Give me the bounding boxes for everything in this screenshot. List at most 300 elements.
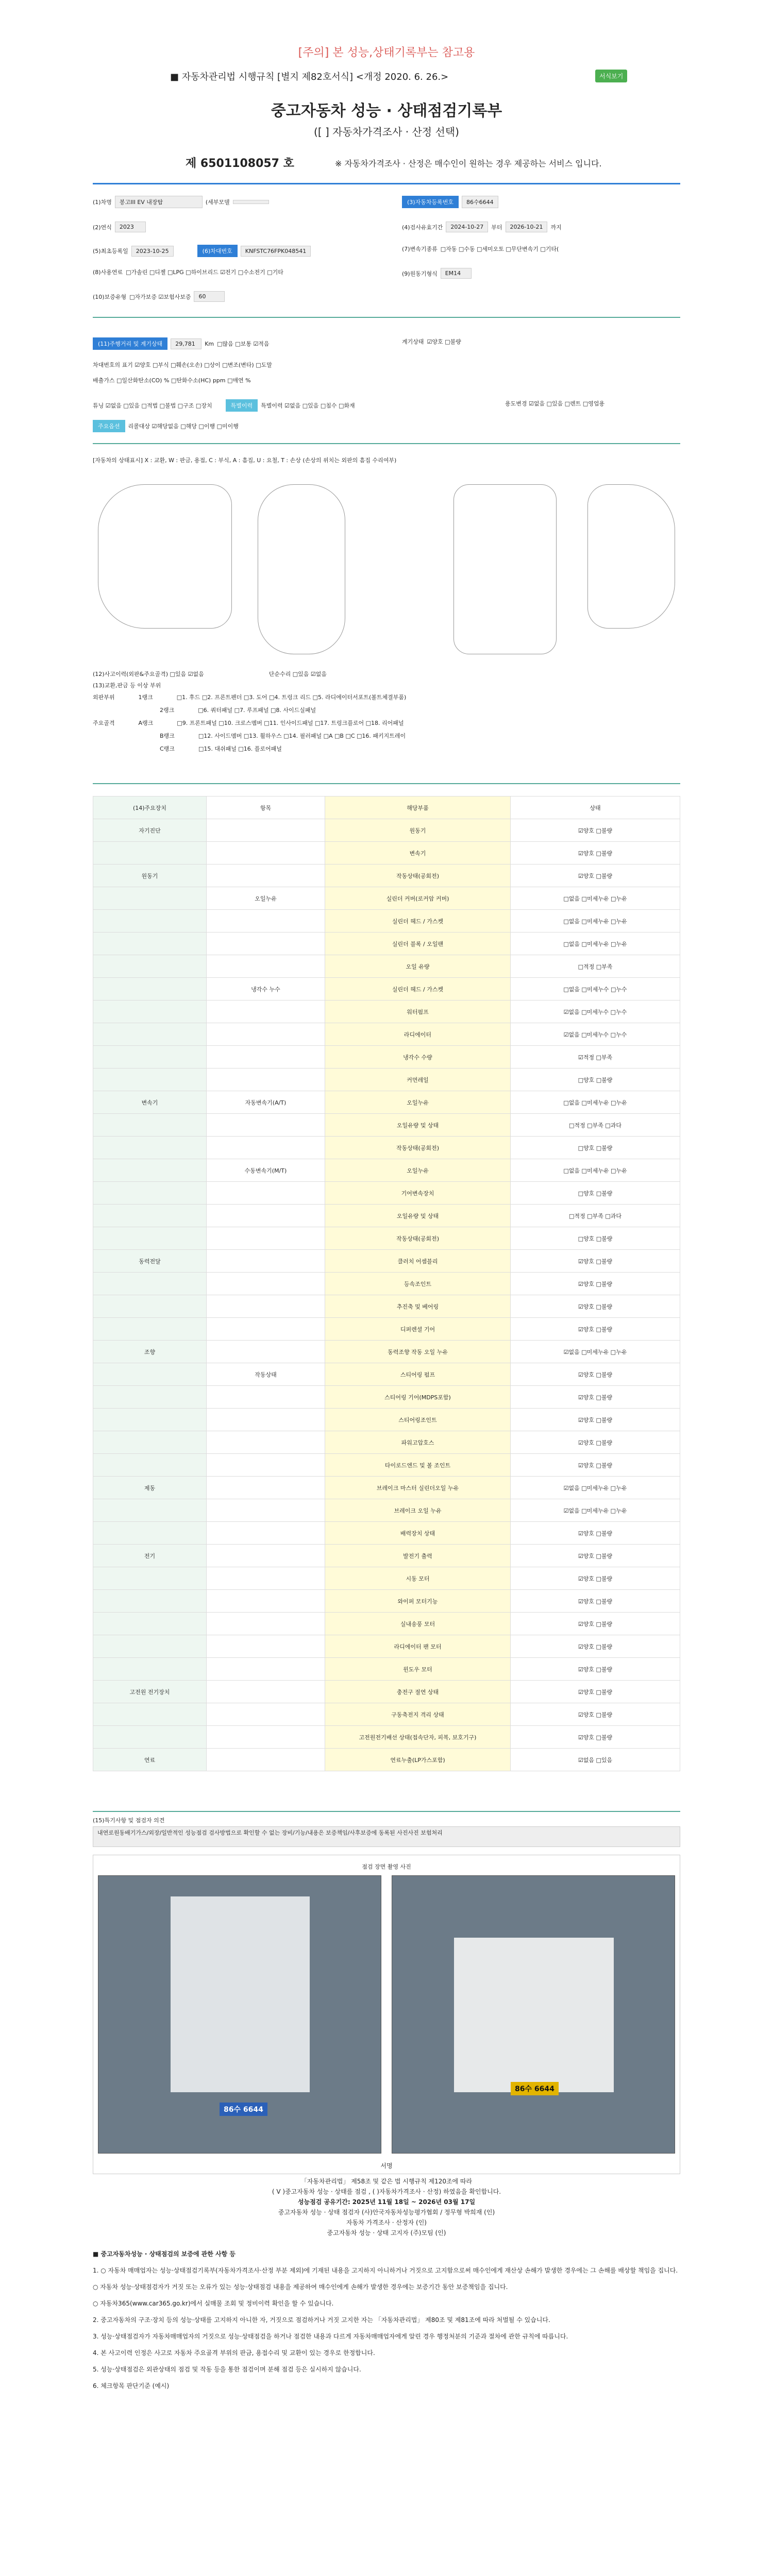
table-cell — [207, 1635, 325, 1658]
table-cell: ☑양호 □불량 — [511, 1273, 680, 1295]
table-cell: 작동상태 — [207, 1363, 325, 1386]
table-row — [93, 819, 680, 842]
table-row — [93, 1703, 680, 1726]
label: 까지 — [550, 224, 562, 231]
table-row — [93, 1227, 680, 1250]
table-cell: ☑양호 □불량 — [511, 865, 680, 887]
table-header: (14)주요장치 — [93, 796, 207, 819]
table-cell — [93, 842, 207, 865]
table-cell — [93, 1318, 207, 1341]
gauge-row — [402, 337, 461, 346]
table-cell — [93, 955, 207, 978]
table-cell: ☑없음 □미세누수 □누수 — [511, 1001, 680, 1023]
table-cell — [93, 1499, 207, 1522]
table-cell: 변속기 — [325, 842, 511, 865]
photo-title: 점검 장면 촬영 사진 — [362, 1863, 411, 1870]
label: (2)연식 — [93, 224, 112, 231]
odometer: 29,781 — [171, 338, 201, 349]
table-cell — [207, 1386, 325, 1409]
table-cell — [207, 1114, 325, 1137]
diagram-legend: [자동차의 상태표시] X : 교환, W : 판금, 용접, C : 부식, A : 흠집, U : 요철, T : 손상 (손상의 위치는 외판의 흠집 수리여부) — [93, 457, 397, 464]
note-paragraph: ■ 중고자동차성능 · 상태점검의 보증에 관한 사항 등 — [93, 2250, 236, 2258]
table-cell — [93, 1023, 207, 1046]
divider — [93, 183, 680, 184]
period-to: 2026-10-21 — [506, 222, 548, 232]
inspection-photo-rear — [98, 1875, 381, 2154]
rank2-row — [93, 719, 404, 727]
table-cell: 발전기 출력 — [325, 1545, 511, 1567]
table-row — [93, 1114, 680, 1137]
table-row — [93, 1363, 680, 1386]
table-cell: 작동상태(공회전) — [325, 1137, 511, 1159]
table-cell: ☑적정 □부족 — [511, 1046, 680, 1069]
table-cell — [93, 1409, 207, 1431]
vehicle-name: 봉고III EV 내장탑 — [115, 196, 203, 208]
table-cell: 충전구 절연 상태 — [325, 1681, 511, 1703]
table-cell: ☑양호 □불량 — [511, 842, 680, 865]
remarks-text: 내연로원동배기가스/외장/일반적인 성능점검 검사방법으로 확인할 수 없는 장비/기능/내용은 보증책임/사후보증에 동록된 사진사진 보험처리 — [93, 1826, 680, 1847]
table-cell: 스티어링 펌프 — [325, 1363, 511, 1386]
plate-number: 86수6644 — [462, 196, 498, 208]
table-cell — [207, 910, 325, 933]
label: C랭크 — [160, 745, 175, 752]
parts: □15. 대쉬패널 □16. 플로어패널 — [198, 745, 282, 752]
table-row — [93, 1069, 680, 1091]
footer-line: 중고자동차 성능 · 상태 점검자 (사)안국자동차성능평가협회 / 정무형 박희재 (인) — [278, 2209, 495, 2216]
table-cell: ☑양호 □불량 — [511, 1295, 680, 1318]
table-cell: 추진축 및 베어링 — [325, 1295, 511, 1318]
rank1-row — [93, 693, 406, 701]
table-row — [93, 887, 680, 910]
table-row — [93, 1545, 680, 1567]
table-row — [93, 1522, 680, 1545]
table-row — [93, 1635, 680, 1658]
label: A랭크 — [138, 720, 154, 726]
table-row — [93, 1295, 680, 1318]
table-cell: 원동기 — [93, 865, 207, 887]
table-cell — [207, 819, 325, 842]
table-cell — [207, 1726, 325, 1749]
table-cell: 동력조향 작동 오일 누유 — [325, 1341, 511, 1363]
table-cell: 브레이크 오일 누유 — [325, 1499, 511, 1522]
table-cell — [93, 1205, 207, 1227]
table-cell — [93, 910, 207, 933]
table-cell — [207, 1046, 325, 1069]
table-row — [93, 1590, 680, 1613]
table-cell — [93, 1069, 207, 1091]
table-cell — [93, 1182, 207, 1205]
table-cell: ☑양호 □불량 — [511, 1409, 680, 1431]
table-row — [93, 1250, 680, 1273]
form-view-button[interactable]: 서식보기 — [595, 70, 627, 82]
table-cell — [207, 1023, 325, 1046]
main-devices-table — [93, 796, 680, 1771]
table-row — [93, 1091, 680, 1114]
table-cell — [93, 1114, 207, 1137]
table-cell: ☑없음 □미세누유 □누유 — [511, 1341, 680, 1363]
table-cell — [207, 1069, 325, 1091]
table-cell: ☑양호 □불량 — [511, 1431, 680, 1454]
table-cell — [93, 1363, 207, 1386]
table-cell: □없음 □미세누유 □누유 — [511, 933, 680, 955]
table-cell — [93, 933, 207, 955]
emission-row: 배출가스 □일산화탄소(CO) % □탄화수소(HC) ppm □매연 % — [93, 377, 251, 384]
table-cell: □양호 □불량 — [511, 1069, 680, 1091]
table-cell: ☑양호 □불량 — [511, 1703, 680, 1726]
rank2c-row — [160, 744, 282, 753]
label: (7)변속기종류 — [402, 246, 438, 252]
table-row — [93, 1273, 680, 1295]
table-cell: 라디에이터 — [325, 1023, 511, 1046]
table-cell: ☑없음 □미세누수 □누수 — [511, 1023, 680, 1046]
plate-row — [402, 196, 498, 208]
divider — [93, 1811, 680, 1812]
table-cell: ☑없음 □미세누유 □누유 — [511, 1499, 680, 1522]
table-cell: 디퍼렌셜 기어 — [325, 1318, 511, 1341]
footer-line: ( V )중고자동차 성능 · 상태를 점검 , ( )자동차가격조사 · 산정) 하였음을 확인합니다. — [272, 2188, 501, 2195]
table-cell — [207, 865, 325, 887]
warranty-row — [93, 291, 225, 302]
table-cell: ☑양호 □불량 — [511, 1522, 680, 1545]
label: (5)최초등록일 — [93, 248, 128, 255]
table-cell — [207, 1137, 325, 1159]
transmission: □자동 □수동 □세미오토 □무단변속기 □기타( — [440, 246, 559, 252]
table-cell: 라디에이터 팬 모터 — [325, 1635, 511, 1658]
car-top — [258, 484, 345, 654]
table-cell — [207, 1182, 325, 1205]
table-row — [93, 1159, 680, 1182]
page-title: 중고자동차 성능 · 상태점검기록부 — [271, 102, 502, 120]
table-cell: 수동변속기(M/T) — [207, 1159, 325, 1182]
table-cell: 기어변속장치 — [325, 1182, 511, 1205]
label: 특별이력 — [226, 399, 258, 412]
table-cell — [207, 1499, 325, 1522]
table-cell — [93, 1227, 207, 1250]
table-cell: 오일누유 — [325, 1159, 511, 1182]
note-paragraph: 3. 성능·상태점검자가 자동차매매업자의 거짓으로 성능·상태점검을 하거나 점검한 내용과 다르게 자동차매매업자에게 알린 경우 행정처분의 기준과 절차에 관한 규칙에 따릅니다. — [93, 2333, 568, 2340]
table-cell: 오일유량 및 상태 — [325, 1205, 511, 1227]
table-row — [93, 1023, 680, 1046]
table-row — [93, 1137, 680, 1159]
vin-state-row: 차대번호의 표기 ☑양호 □부식 □훼손(오손) □상이 □변조(변타) □도말 — [93, 362, 272, 368]
tuning-row — [93, 399, 355, 412]
table-cell — [93, 1431, 207, 1454]
label: (4)검사유효기간 — [402, 224, 443, 231]
table-cell: □적정 □부족 □과다 — [511, 1114, 680, 1137]
table-row — [93, 955, 680, 978]
table-cell: 연료누출(LP가스포함) — [325, 1749, 511, 1771]
table-cell: ☑양호 □불량 — [511, 819, 680, 842]
table-cell — [93, 1046, 207, 1069]
label: (1)차명 — [93, 199, 112, 206]
table-cell: 배력장치 상태 — [325, 1522, 511, 1545]
table-cell: 실린더 블록 / 오일팬 — [325, 933, 511, 955]
accident: (12)사고이력(외판&주요골격) □있음 ☑없음 — [93, 671, 204, 677]
rank1b-row — [160, 706, 316, 714]
simple-repair: 단순수리 □있음 ☑없음 — [268, 671, 327, 677]
table-cell — [207, 933, 325, 955]
note-paragraph: 4. 본 사고이력 인정은 사고로 자동차 주요골격 부위의 판금, 용접수리 및 교환이 있는 경우로 한정합니다. — [93, 2349, 375, 2357]
table-cell: 제동 — [93, 1477, 207, 1499]
parts: □1. 후드 □2. 프론트펜더 □3. 도어 □4. 트렁크 리드 □5. 라디에이터서포트(볼트체결부품) — [176, 694, 407, 701]
label: (9)원동기형식 — [402, 270, 438, 277]
label: (8)사용연료 — [93, 269, 123, 276]
engine: EM14 — [441, 268, 472, 279]
plate-label: 86수 6644 — [511, 2082, 559, 2095]
inspection-photo-front — [392, 1875, 675, 2154]
table-header: 상태 — [511, 796, 680, 819]
table-row — [93, 1681, 680, 1703]
table-cell — [93, 1726, 207, 1749]
table-cell: ☑양호 □불량 — [511, 1681, 680, 1703]
vehicle-name-row — [93, 196, 269, 208]
table-cell — [93, 1658, 207, 1681]
table-cell: 오일누유 — [207, 887, 325, 910]
car-side-left — [98, 484, 232, 629]
table-cell: 클러치 어셈블리 — [325, 1250, 511, 1273]
table-row — [93, 1613, 680, 1635]
table-cell: ☑양호 □불량 — [511, 1363, 680, 1386]
table-cell: 실린더 헤드 / 가스켓 — [325, 978, 511, 1001]
table-cell — [207, 1477, 325, 1499]
parts: □6. 쿼터패널 □7. 루프패널 □8. 사이드실패널 — [198, 707, 316, 714]
divider — [93, 317, 680, 318]
label: (10)보증유형 — [93, 293, 127, 300]
table-row — [93, 1454, 680, 1477]
table-cell: □적정 □부족 — [511, 955, 680, 978]
document — [93, 0, 680, 2576]
table-cell — [93, 1522, 207, 1545]
table-cell — [93, 1703, 207, 1726]
car-frame — [453, 484, 557, 654]
table-cell — [93, 1567, 207, 1590]
table-cell — [207, 1454, 325, 1477]
table-cell: ☑없음 □미세누유 □누유 — [511, 1477, 680, 1499]
table-cell — [93, 1295, 207, 1318]
table-row — [93, 1386, 680, 1409]
table-cell: 실린더 커버(로커암 커버) — [325, 887, 511, 910]
table-cell: 실린더 헤드 / 가스켓 — [325, 910, 511, 933]
table-cell: □없음 □미세누유 □누유 — [511, 1159, 680, 1182]
table-row — [93, 1431, 680, 1454]
table-cell: ☑양호 □불량 — [511, 1613, 680, 1635]
label: 계기상태 — [402, 338, 424, 345]
vin: KNFSTC76FPK048541 — [241, 246, 311, 257]
year-row — [93, 222, 146, 232]
table-cell — [207, 1409, 325, 1431]
table-cell: 조향 — [93, 1341, 207, 1363]
notice-text: [주의] 본 성능,상태기록부는 참고용 — [298, 46, 475, 59]
table-cell — [207, 1522, 325, 1545]
table-cell: 워터펌프 — [325, 1001, 511, 1023]
table-cell: ☑없음 □있음 — [511, 1749, 680, 1771]
table-cell: 등속조인트 — [325, 1273, 511, 1295]
table-cell: ☑양호 □불량 — [511, 1567, 680, 1590]
table-cell: 동력전달 — [93, 1250, 207, 1273]
table-cell: 변속기 — [93, 1091, 207, 1114]
model-box — [233, 200, 269, 204]
table-cell: 고전원 전기장치 — [93, 1681, 207, 1703]
table-cell: ☑양호 □불량 — [511, 1386, 680, 1409]
label: (3)자동차등록번호 — [402, 196, 459, 208]
label: 1랭크 — [138, 694, 153, 701]
table-cell — [207, 1341, 325, 1363]
mileage-option: □많음 □보통 ☑적음 — [217, 341, 270, 347]
label: 부터 — [491, 224, 502, 231]
parts: □9. 프론트패널 □10. 크로스멤버 □11. 인사이드패널 □17. 트렁크플로어 □18. 리어패널 — [177, 720, 404, 726]
table-cell: ☑양호 □불량 — [511, 1635, 680, 1658]
table-cell — [207, 1613, 325, 1635]
footer-line: 자동차 가격조사 · 산정자 (인) — [346, 2219, 427, 2226]
table-row — [93, 1499, 680, 1522]
tuning: 튜닝 ☑없음 □있음 □적법 □불법 □구조 □장치 — [93, 402, 212, 409]
table-cell: 작동상태(공회전) — [325, 1227, 511, 1250]
table-row — [93, 1341, 680, 1363]
table-cell — [207, 1749, 325, 1771]
table-cell — [207, 1227, 325, 1250]
table-cell: 자동변속기(A/T) — [207, 1091, 325, 1114]
table-cell: 원동기 — [325, 819, 511, 842]
table-cell: 브레이크 마스터 실린더오일 누유 — [325, 1477, 511, 1499]
divider — [93, 443, 680, 444]
table-cell: 전기 — [93, 1545, 207, 1567]
trans-row — [402, 245, 559, 253]
note-paragraph: 6. 체크항목 판단기준 (예시) — [93, 2382, 170, 2389]
table-cell: 윈도우 모터 — [325, 1658, 511, 1681]
footer-line: 「자동차관리법」 제58조 및 같은 법 시행규칙 제120조에 따라 — [300, 2178, 473, 2185]
table-cell: □없음 □미세누유 □누유 — [511, 910, 680, 933]
table-cell — [207, 1590, 325, 1613]
gauge: ☑양호 □불량 — [427, 338, 461, 345]
label: B랭크 — [160, 733, 175, 739]
table-cell: 스티어링조인트 — [325, 1409, 511, 1431]
table-cell: ☑양호 □불량 — [511, 1590, 680, 1613]
table-cell: □양호 □불량 — [511, 1137, 680, 1159]
table-cell: 타이로드엔드 및 볼 조인트 — [325, 1454, 511, 1477]
table-header: 해당부품 — [325, 796, 511, 819]
table-cell: 냉각수 수량 — [325, 1046, 511, 1069]
table-cell: 커먼레일 — [325, 1069, 511, 1091]
table-header: 항목 — [207, 796, 325, 819]
note-paragraph: 5. 성능·상태점검은 외관상태의 점검 및 작동 등을 통한 점검이며 분해 점검 등은 실시하지 않습니다. — [93, 2366, 361, 2373]
unit: Km — [205, 340, 214, 347]
remarks-title: (15)특기사항 및 점검자 의견 — [93, 1817, 165, 1824]
table-row — [93, 1046, 680, 1069]
year: 2023 — [115, 222, 146, 232]
reg-date: 2023-10-25 — [131, 246, 174, 257]
table-row — [93, 1726, 680, 1749]
note-paragraph: ○ 자동차365(www.car365.go.kr)에서 실매물 조회 및 정비이력 확인을 할 수 있습니다. — [93, 2300, 334, 2307]
table-cell: 실내송풍 모터 — [325, 1613, 511, 1635]
table-cell: 작동상태(공회전) — [325, 865, 511, 887]
table-row — [93, 1001, 680, 1023]
table-cell — [207, 1250, 325, 1273]
footer-line: 중고자동차 성능 · 상태 고지자 (주)모팀 (인) — [327, 2229, 446, 2236]
footer-line: 성능점검 공유기간: 2025년 11월 18일 ~ 2026년 03월 17일 — [297, 2198, 476, 2206]
divider — [93, 783, 680, 784]
table-cell — [93, 1001, 207, 1023]
table-cell: 냉각수 누수 — [207, 978, 325, 1001]
table-cell — [93, 1635, 207, 1658]
table-cell — [207, 1567, 325, 1590]
table-cell — [207, 1431, 325, 1454]
table-cell: ☑양호 □불량 — [511, 1726, 680, 1749]
reg-row — [93, 245, 311, 257]
table-cell — [93, 1386, 207, 1409]
usage-row: 용도변경 ☑없음 □있음 □렌트 □영업용 — [505, 400, 605, 407]
table-cell: □없음 □미세누유 □누유 — [511, 887, 680, 910]
table-cell — [207, 1681, 325, 1703]
law-reference: ■ 자동차관리법 시행규칙 [별지 제82호서식] <개정 2020. 6. 26.> — [170, 72, 449, 82]
document-number: 제 6501108057 호 — [186, 157, 294, 170]
table-row — [93, 1409, 680, 1431]
label: 외판부위 — [93, 694, 115, 701]
table-row — [93, 1567, 680, 1590]
table-cell — [93, 1590, 207, 1613]
warranty-value: 60 — [194, 291, 225, 302]
table-cell — [207, 955, 325, 978]
label: 주요골격 — [93, 720, 115, 726]
table-cell — [93, 887, 207, 910]
table-cell: □적정 □부족 □과다 — [511, 1205, 680, 1227]
truck-cab — [454, 1938, 614, 2092]
table-cell: 와이퍼 모터기능 — [325, 1590, 511, 1613]
table-cell: 파워고압호스 — [325, 1431, 511, 1454]
table-cell — [93, 1454, 207, 1477]
fuel-row — [93, 268, 283, 276]
table-cell — [207, 1545, 325, 1567]
note-paragraph: 2. 중고자동차의 구조·장치 등의 성능·상태를 고지하지 아니한 자, 거짓으로 점검하거나 거짓 고지한 자는 「자동차관리법」 제80조 및 제81조에 따라 처벌될 수 있습니다. — [93, 2316, 550, 2324]
table-cell: 오일누유 — [325, 1091, 511, 1114]
car-side-right — [587, 484, 675, 629]
table-row — [93, 1477, 680, 1499]
table-cell: ☑양호 □불량 — [511, 1250, 680, 1273]
page-subtitle: ([ ] 자동차가격조사 · 산정 선택) — [314, 126, 459, 138]
table-cell — [207, 1318, 325, 1341]
document-note: ※ 자동차가격조사 · 산정은 매수인이 원하는 경우 제공하는 서비스 입니다. — [335, 159, 602, 168]
table-cell: ☑양호 □불량 — [511, 1545, 680, 1567]
exterior-row: (13)교환,판금 등 이상 부위 — [93, 682, 161, 689]
rank2b-row — [160, 732, 406, 740]
period-from: 2024-10-27 — [446, 222, 488, 232]
recall: 리콜대상 ☑해당없음 □해당 □이행 □미이행 — [128, 423, 239, 430]
table-cell — [93, 978, 207, 1001]
table-cell: 스티어링 기어(MDPS포함) — [325, 1386, 511, 1409]
label: (11)주행거리 및 계기상태 — [93, 337, 167, 350]
table-cell: ☑양호 □불량 — [511, 1318, 680, 1341]
options-row — [93, 420, 239, 432]
truck-body — [171, 1896, 310, 2092]
table-cell: ☑양호 □불량 — [511, 1454, 680, 1477]
parts: □12. 사이드멤버 □13. 휠하우스 □14. 필러패널 □A □B □C □16. 패키지트레이 — [198, 733, 406, 739]
table-cell: 자기진단 — [93, 819, 207, 842]
special: 특별이력 ☑없음 □있음 □침수 □화재 — [261, 402, 355, 409]
label: (6)차대번호 — [197, 245, 238, 257]
notes-section — [93, 2249, 680, 2558]
table-cell — [93, 1137, 207, 1159]
warranty: □자가보증 ☑보험사보증 — [129, 293, 191, 300]
table-cell — [93, 1273, 207, 1295]
table-cell — [93, 1159, 207, 1182]
table-cell: 고전원전기배선 상태(접속단자, 피복, 보호기구) — [325, 1726, 511, 1749]
note-paragraph: 1. ○ 자동차 매매업자는 성능·상태점검기록부(자동차가격조사·산정 부분 제외)에 기재된 내용을 고지하지 아니하거나 거짓으로 고지함으로써 매수인에게 재산상 손해가 발생한 경우에는 그 손해를 배상할 책임을 집니다. — [93, 2267, 678, 2274]
table-cell: 오일유량 및 상태 — [325, 1114, 511, 1137]
table-cell: □없음 □미세누유 □누유 — [511, 1091, 680, 1114]
table-cell — [207, 842, 325, 865]
table-row — [93, 933, 680, 955]
odometer-row — [93, 337, 270, 350]
period-row — [402, 222, 562, 232]
